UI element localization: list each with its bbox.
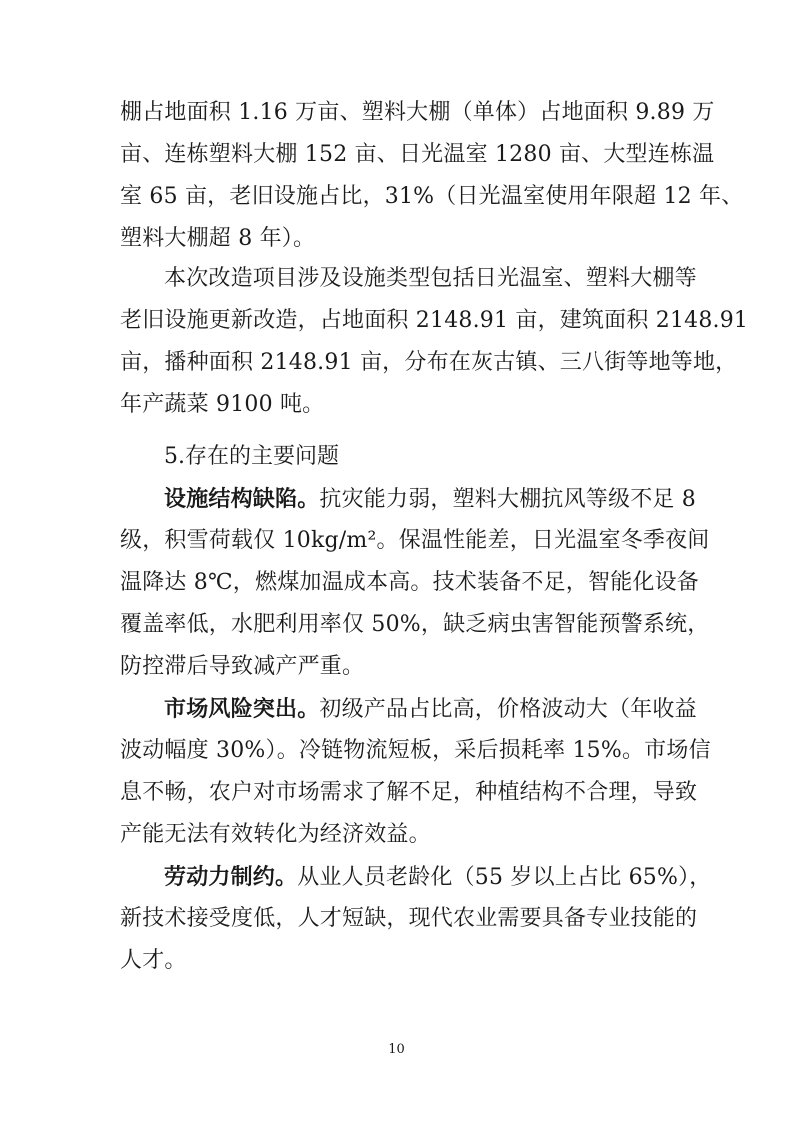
paragraph-2-line-2: 老旧设施更新改造，占地面积 2148.91 亩，建筑面积 2148.91 — [120, 308, 749, 333]
paragraph-4-line-3: 息不畅，农户对市场需求了解不足，种植结构不合理，导致 — [120, 780, 698, 805]
paragraph-5-first-line-text: 从业人员老龄化（55 岁以上占比 65%）， — [297, 865, 712, 890]
paragraph-4-bold-lead: 市场风险突出。 — [164, 696, 320, 722]
section-heading: 5.存在的主要问题 — [164, 444, 339, 469]
page-number: 10 — [388, 1042, 405, 1057]
paragraph-4-line-4: 产能无法有效转化为经济效益。 — [120, 822, 431, 847]
paragraph-4-line-1 — [164, 694, 697, 724]
paragraph-3-bold-lead: 设施结构缺陷。 — [164, 486, 320, 512]
paragraph-3-line-2: 级，积雪荷载仅 10kg/m²。保温性能差，日光温室冬季夜间 — [120, 528, 710, 553]
paragraph-2-line-1: 本次改造项目涉及设施类型包括日光温室、塑料大棚等 — [164, 266, 697, 291]
paragraph-1-line-2: 亩、连栋塑料大棚 152 亩、日光温室 1280 亩、大型连栋温 — [120, 142, 715, 167]
paragraph-3-first-line-text: 抗灾能力弱，塑料大棚抗风等级不足 8 — [319, 487, 696, 512]
paragraph-5-line-3: 人才。 — [120, 948, 187, 973]
paragraph-1-line-3: 室 65 亩，老旧设施占比，31%（日光温室使用年限超 12 年、 — [120, 184, 744, 209]
paragraph-3-line-1 — [164, 484, 696, 514]
paragraph-3-line-3: 温降达 8℃，燃煤加温成本高。技术装备不足，智能化设备 — [120, 570, 700, 595]
paragraph-3-line-5: 防控滞后导致减产严重。 — [120, 654, 365, 679]
paragraph-4-first-line-text: 初级产品占比高，价格波动大（年收益 — [319, 697, 697, 722]
paragraph-5-bold-lead: 劳动力制约。 — [164, 864, 298, 890]
paragraph-2-line-4: 年产蔬菜 9100 吨。 — [120, 392, 325, 417]
paragraph-5-line-2: 新技术接受度低，人才短缺，现代农业需要具备专业技能的 — [120, 906, 698, 931]
paragraph-3-line-4: 覆盖率低，水肥利用率仅 50%，缺乏病虫害智能预警系统， — [120, 612, 710, 637]
paragraph-1-line-4: 塑料大棚超 8 年）。 — [120, 226, 316, 251]
paragraph-2-line-3: 亩，播种面积 2148.91 亩，分布在灰古镇、三八街等地等地， — [120, 350, 738, 375]
paragraph-4-line-2: 波动幅度 30%）。冷链物流短板，采后损耗率 15%。市场信 — [120, 738, 711, 763]
paragraph-5-line-1 — [164, 862, 712, 892]
paragraph-1-line-1: 棚占地面积 1.16 万亩、塑料大棚（单体）占地面积 9.89 万 — [120, 100, 715, 125]
